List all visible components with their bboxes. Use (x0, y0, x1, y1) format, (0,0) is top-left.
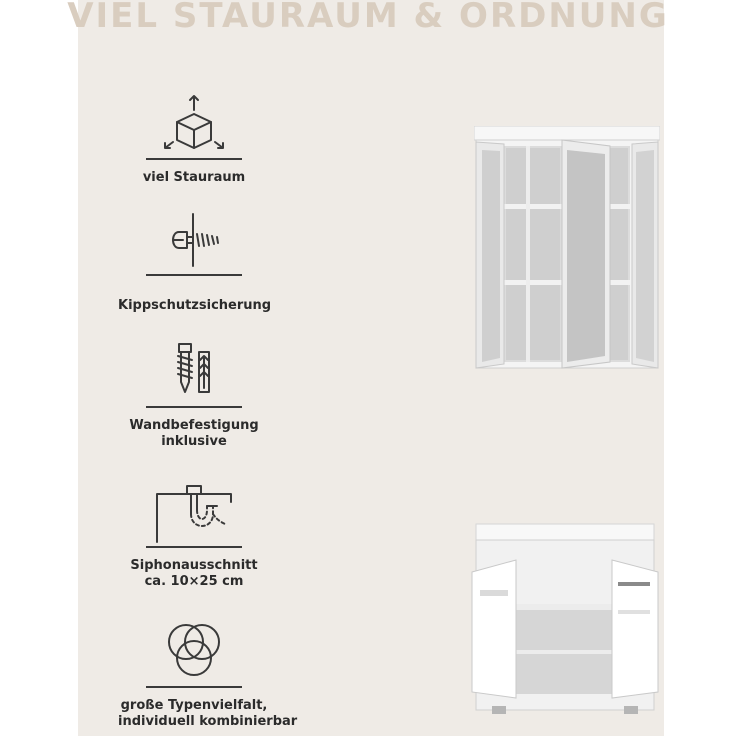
page-title: VIEL STAURAUM & ORDNUNG (67, 0, 669, 36)
divider (146, 406, 242, 408)
divider (146, 158, 242, 160)
screw-dowel-icon (159, 340, 229, 400)
feature-label: Siphonausschnitt ca. 10×25 cm (130, 558, 258, 589)
feature-anti-tip (118, 212, 270, 314)
box-3d-icon (159, 92, 229, 156)
feature-storage (118, 92, 270, 186)
feature-label: Kippschutzsicherung (118, 298, 272, 313)
mirror-cabinet-image (474, 126, 660, 372)
feature-label: Wandbefestigung inklusive (129, 418, 259, 449)
feature-variety (118, 620, 298, 730)
divider (146, 274, 242, 276)
feature-wall-mount (118, 340, 270, 450)
feature-siphon (118, 482, 270, 590)
feature-label: viel Stauraum (142, 170, 246, 185)
divider (146, 546, 242, 548)
divider (146, 686, 242, 688)
siphon-icon (151, 482, 237, 544)
vanity-cabinet-image (470, 520, 660, 716)
overlapping-circles-icon (159, 620, 229, 682)
feature-label: große Typenvielfalt, individuell kombinierbar (118, 698, 298, 729)
wall-screw-icon (159, 212, 229, 268)
